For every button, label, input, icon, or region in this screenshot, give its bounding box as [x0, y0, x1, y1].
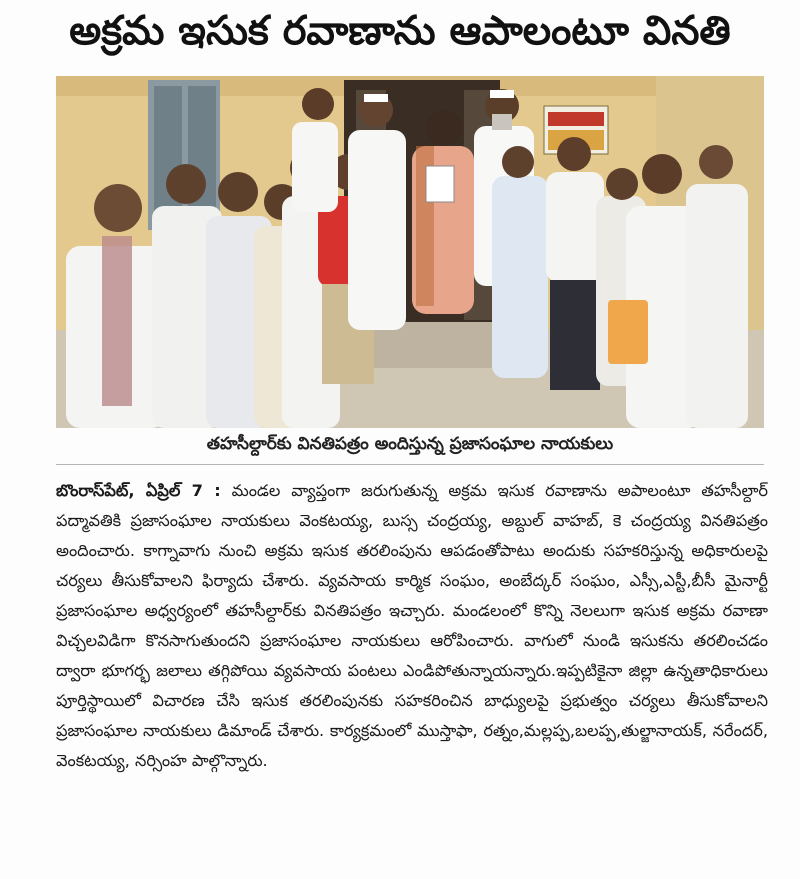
- headline: అక్రమ ఇసుక రవాణాను ఆపాలంటూ వినతి: [69, 8, 731, 54]
- photo-caption: తహసీల్దార్‌కు వినతిపత్రం అందిస్తున్న ప్రజాసంఘాల నాయకులు: [56, 428, 764, 465]
- article-body: [56, 476, 768, 866]
- article-text: మండల వ్యాప్తంగా జరుగుతున్న అక్రమ ఇసుక రవాణాను అపాలంటూ తహసీల్దార్ పద్మావతికి ప్రజాసంఘాల నాయకులు వెంకటయ్య, బుస్స చంద్రయ్య, అబ్దుల్ వాహబ్, కె చంద్రయ్య వినతిపత్రం అందించారు. కాగ్నావాగు నుంచి అక్రమ ఇసుక తరలింపును ఆపడంతోపాటు అందుకు సహకరిస్తున్న అధికారులపై చర్యలు తీసుకోవాలని ఫిర్యాదు చేశారు. వ్యవసాయ కార్మిక సంఘం, అంబేద్కర్ సంఘం, ఎస్సీ,ఎస్టీ,బీసీ మైనార్టీ ప్రజాసంఘాల అధ్వర్యంలో తహసీల్దార్‌కు వినతిపత్రం ఇచ్చారు. మండలంలో కొన్ని నెలలుగా ఇసుక అక్రమ రవాణా విచ్చలవిడిగా కొనసాగుతుందని ప్రజాసంఘాల నాయకులు ఆరోపించారు. వాగులో నుండి ఇసుకను తరలించడం ద్వారా భూగర్భ జలాలు తగ్గిపోయి వ్యవసాయ పంటలు ఎండిపోతున్నాయన్నారు.ఇప్పటికైనా జిల్లా ఉన్నతాధికారులు పూర్తిస్థాయిలో విచారణ చేసి ఇసుక తరలింపునకు సహకరించిన బాధ్యులపై ప్రభుత్వం చర్యలు తీసుకోవాలని ప్రజాసంఘాల నాయకులు డిమాండ్ చేశారు. కార్యక్రమంలో ముస్తాఫా, రత్నం,మల్లప్ప,బలప్ప,తుల్జానాయక్, నరేందర్, వెంకటయ్య, నర్సింహ పాల్గొన్నారు.: [56, 481, 768, 770]
- news-photo: [56, 76, 764, 428]
- article-dateline: బొంరాస్‌పేట్, ఏప్రిల్ 7 :: [56, 481, 221, 500]
